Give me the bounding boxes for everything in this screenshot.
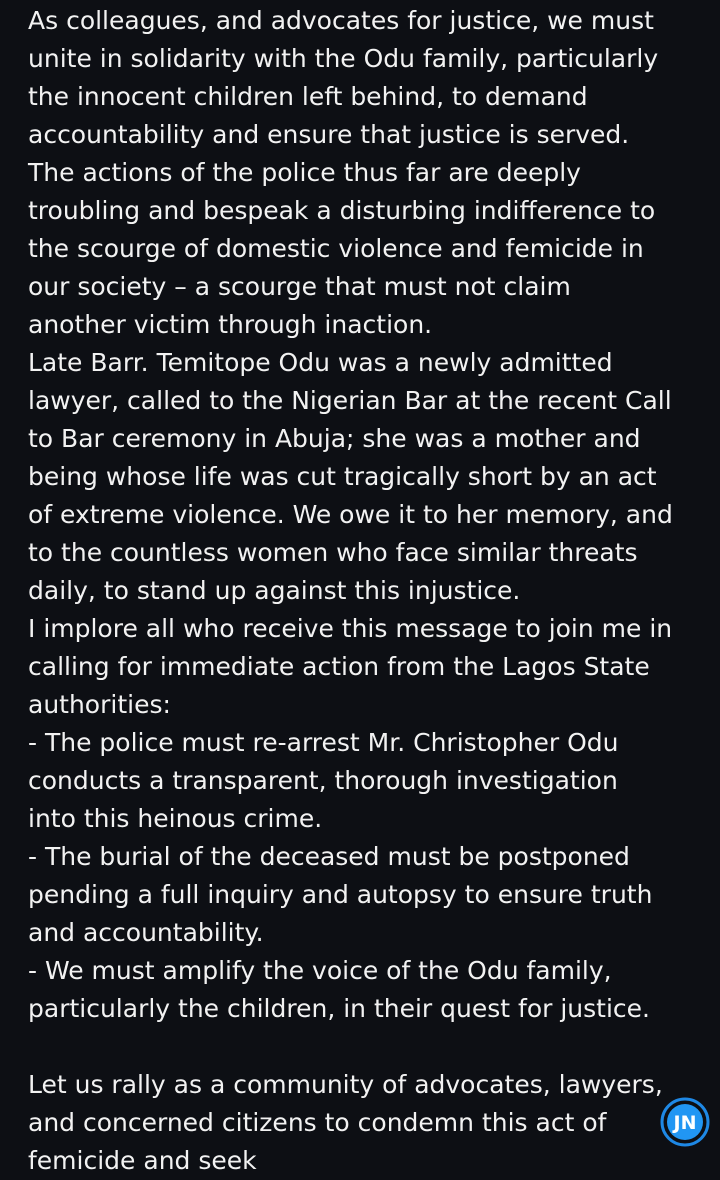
message-line: being whose life was cut tragically short by an act [28, 462, 657, 491]
message-line: to Bar ceremony in Abuja; she was a mother and [28, 424, 641, 453]
message-line: - The burial of the deceased must be postponed [28, 842, 630, 871]
message-line: another victim through inaction. [28, 310, 433, 339]
message-line: conducts a transparent, thorough investigation [28, 766, 618, 795]
message-line: daily, to stand up against this injustice. [28, 576, 521, 605]
message-line: unite in solidarity with the Odu family, particularly [28, 44, 659, 73]
message-line: accountability and ensure that justice is served. [28, 120, 630, 149]
message-line: - The police must re-arrest Mr. Christopher Odu [28, 728, 619, 757]
message-line: I implore all who receive this message to join me in [28, 614, 673, 643]
message-line: lawyer, called to the Nigerian Bar at the recent Call [28, 386, 672, 415]
watermark-text: JN [673, 1112, 697, 1134]
message-line: and concerned citizens to condemn this act of [28, 1108, 607, 1137]
message-body [28, 2, 708, 1180]
message-line: our society – a scourge that must not claim [28, 272, 571, 301]
message-line: troubling and bespeak a disturbing indifference to [28, 196, 656, 225]
message-line: to the countless women who face similar threats [28, 538, 638, 567]
message-line: The actions of the police thus far are deeply [28, 158, 581, 187]
message-line: pending a full inquiry and autopsy to ensure truth [28, 880, 653, 909]
message-line: calling for immediate action from the Lagos State [28, 652, 650, 681]
message-line: femicide and seek [28, 1146, 257, 1175]
message-line: Late Barr. Temitope Odu was a newly admitted [28, 348, 613, 377]
jn-logo-icon [660, 1097, 710, 1147]
message-line: into this heinous crime. [28, 804, 323, 833]
message-line: and accountability. [28, 918, 264, 947]
message-line: Let us rally as a community of advocates, lawyers, [28, 1070, 663, 1099]
paragraph-gap [28, 1028, 708, 1066]
message-line: As colleagues, and advocates for justice, we must [28, 6, 654, 35]
message-line: authorities: [28, 690, 171, 719]
message-line: the innocent children left behind, to demand [28, 82, 588, 111]
message-line: particularly the children, in their quest for justice. [28, 994, 650, 1023]
message-line: the scourge of domestic violence and femicide in [28, 234, 644, 263]
message-line: - We must amplify the voice of the Odu family, [28, 956, 612, 985]
message-line: of extreme violence. We owe it to her memory, and [28, 500, 673, 529]
